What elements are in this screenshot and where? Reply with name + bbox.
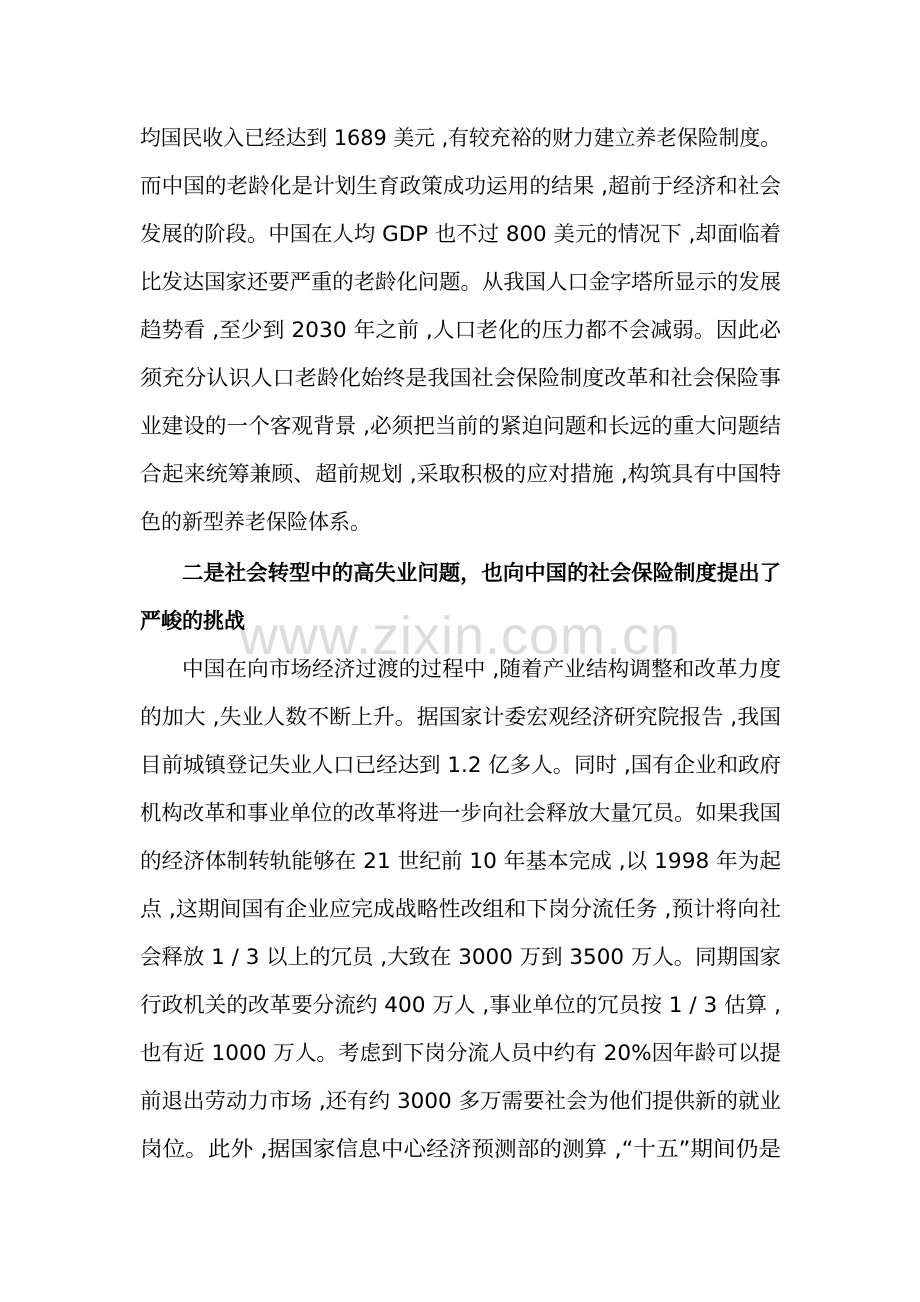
paragraph-line: 目前城镇登记失业人口已经达到 1.2 亿多人。同时 ,国有企业和政府 [140,753,781,777]
paragraph-line: 会释放 1 / 3 以上的冗员 ,大致在 3000 万到 3500 万人。同期国家 [140,945,781,969]
paragraph-line: 也有近 1000 万人。考虑到下岗分流人员中约有 20%因年龄可以提 [140,1041,781,1065]
section-heading-line: 严峻的挑战 [140,609,245,633]
paragraph-line: 业建设的一个客观背景 ,必须把当前的紧迫问题和长远的重大问题结 [140,414,781,438]
paragraph-line: 均国民收入已经达到 1689 美元 ,有较充裕的财力建立养老保险制度。 [140,126,781,150]
paragraph-line: 须充分认识人口老龄化始终是我国社会保险制度改革和社会保险事 [140,366,781,390]
watermark: www.zixin.com.cn [238,606,682,666]
paragraph-line: 合起来统筹兼顾、超前规划 ,采取积极的应对措施 ,构筑具有中国特 [140,462,781,486]
paragraph-line: 趋势看 ,至少到 2030 年之前 ,人口老化的压力都不会减弱。因此必 [140,318,781,342]
paragraph-line: 行政机关的改革要分流约 400 万人 ,事业单位的冗员按 1 / 3 估算 , [140,993,781,1017]
paragraph-line: 前退出劳动力市场 ,还有约 3000 多万需要社会为他们提供新的就业 [140,1089,782,1113]
section-heading-line: 二是社会转型中的高失业问题，也向中国的社会保险制度提出了 [182,561,781,585]
paragraph-line: 而中国的老龄化是计划生育政策成功运用的结果 ,超前于经济和社会 [140,174,781,198]
paragraph-line: 的加大 ,失业人数不断上升。据国家计委宏观经济研究院报告 ,我国 [140,705,781,729]
paragraph-line: 机构改革和事业单位的改革将进一步向社会释放大量冗员。如果我国 [140,801,781,825]
paragraph-line-first: 中国在向市场经济过渡的过程中 ,随着产业结构调整和改革力度 [182,657,781,681]
paragraph-line: 发展的阶段。中国在人均 GDP 也不过 800 美元的情况下 ,却面临着 [140,222,781,246]
paragraph-line: 岗位。此外 ,据国家信息中心经济预测部的测算 ,“十五”期间仍是 [140,1137,781,1161]
paragraph-line: 点 ,这期间国有企业应完成战略性改组和下岗分流任务 ,预计将向社 [140,897,781,921]
paragraph-line: 比发达国家还要严重的老龄化问题。从我国人口金字塔所显示的发展 [140,270,781,294]
paragraph-line: 的经济体制转轨能够在 21 世纪前 10 年基本完成 ,以 1998 年为起 [140,849,782,873]
paragraph-line-last: 色的新型养老保险体系。 [140,510,371,534]
